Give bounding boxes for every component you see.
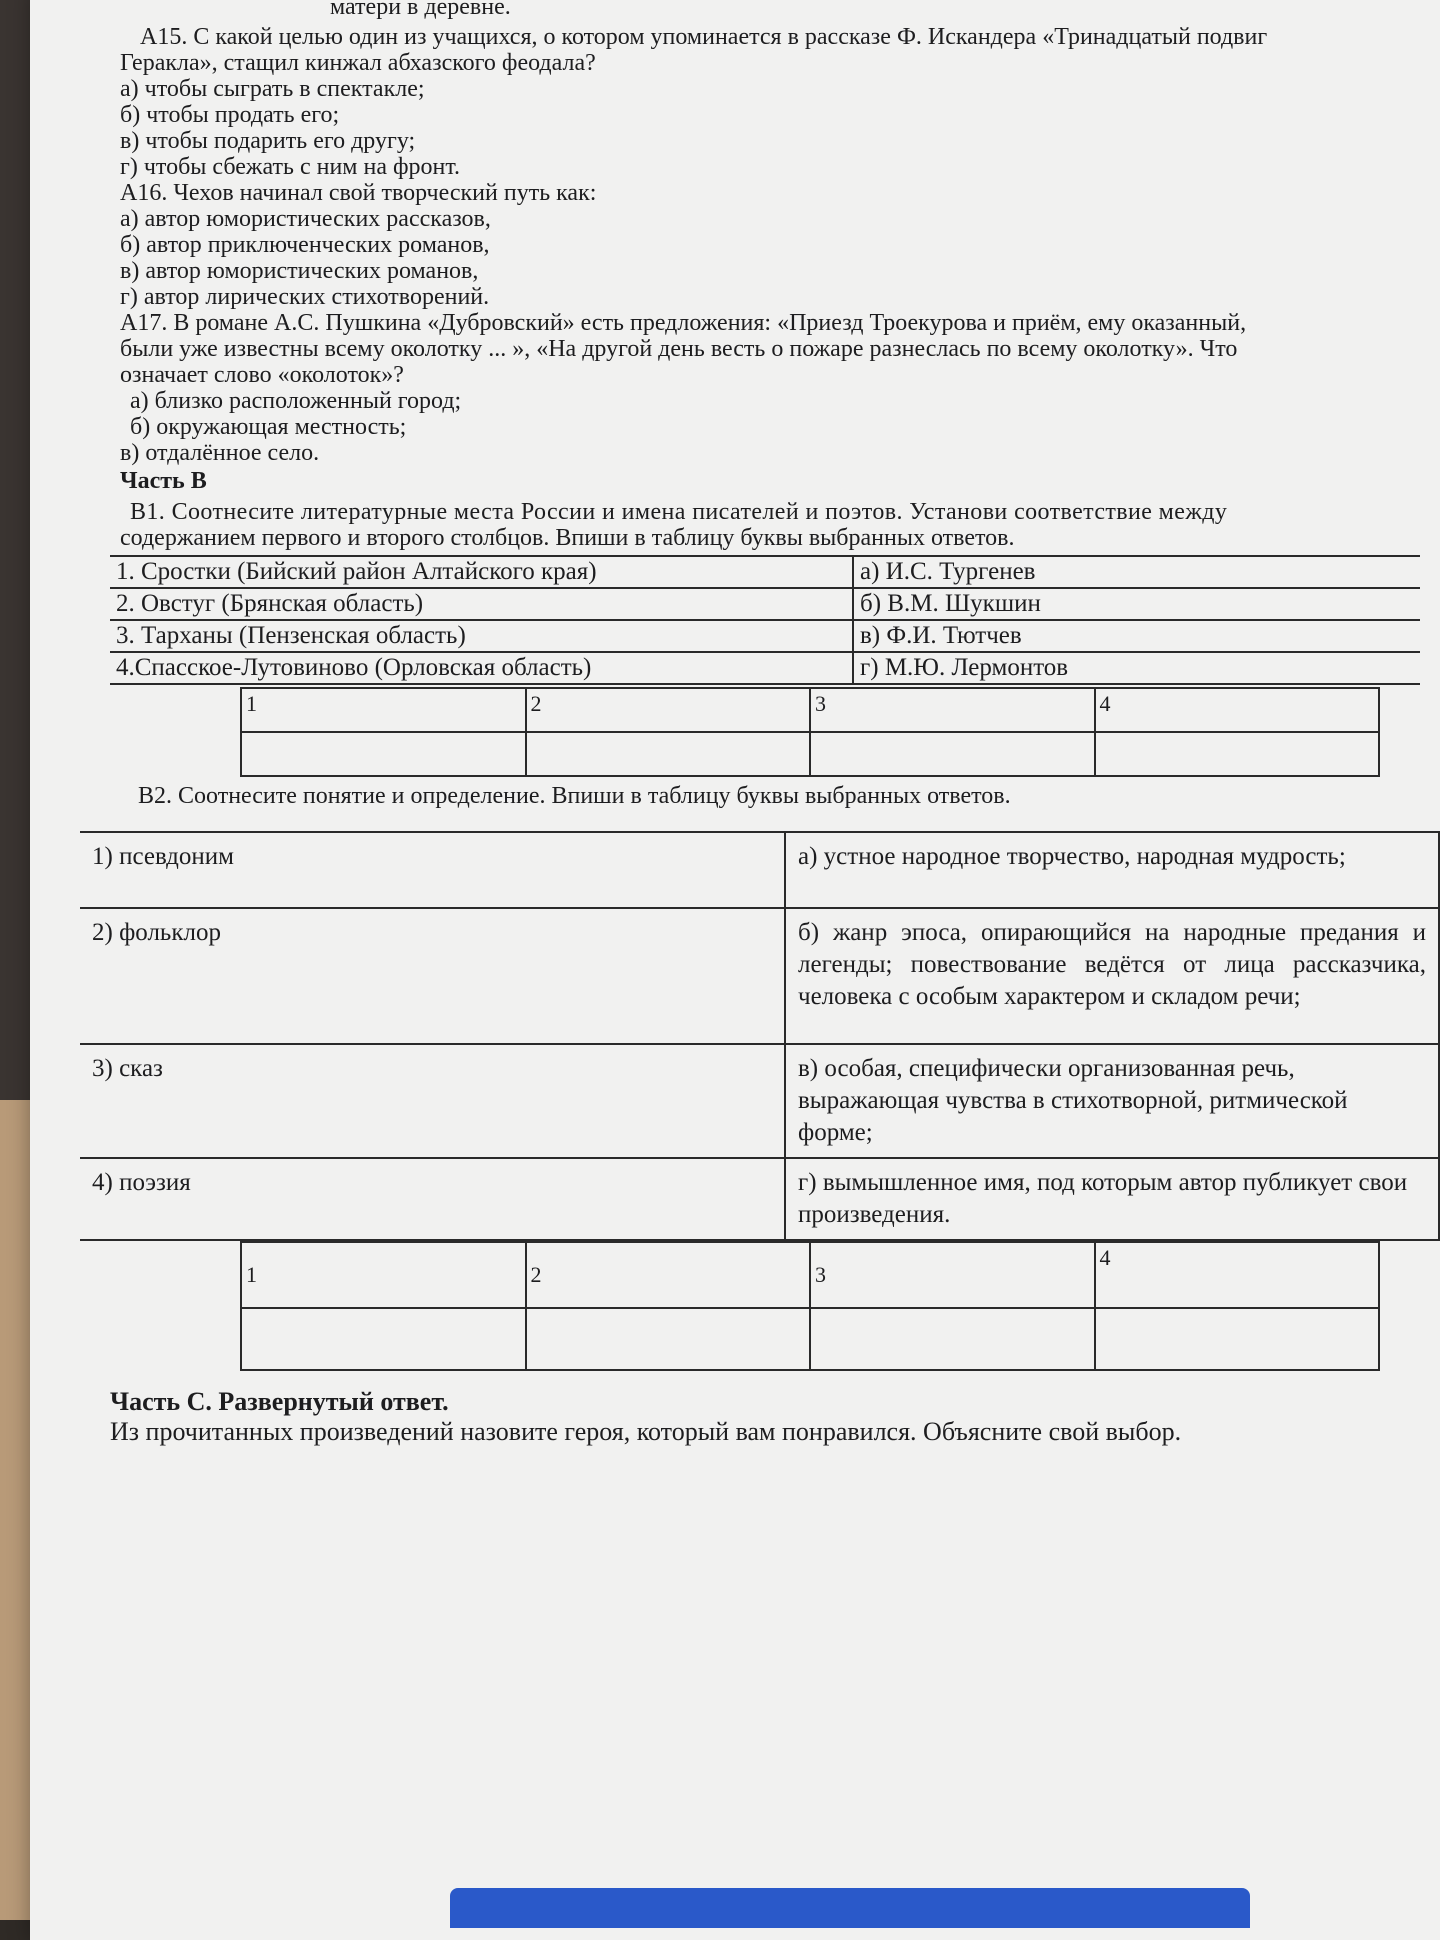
a17-option: а) близко расположенный город; bbox=[130, 388, 462, 414]
answer-input-row bbox=[241, 732, 1379, 776]
question-a16-text: А16. Чехов начинал свой творческий путь как: bbox=[120, 180, 597, 206]
question-a17-line: означает слово «околоток»? bbox=[120, 362, 404, 388]
b1-answer-table bbox=[240, 687, 1380, 777]
b1-place: 2. Овстуг (Брянская область) bbox=[110, 588, 853, 620]
answer-header-cell: 4 bbox=[1095, 1242, 1380, 1308]
table-row bbox=[80, 908, 1439, 1044]
a16-option: в) автор юмористических романов, bbox=[120, 258, 479, 284]
answer-cell[interactable] bbox=[241, 732, 526, 776]
b1-instruction-line: содержанием первого и второго столбцов. Впиши в таблицу буквы выбранных ответов. bbox=[120, 525, 1015, 551]
b1-instruction-line: В1. Соотнесите литературные места России и имена писателей и поэтов. Установи соответствие между bbox=[130, 499, 1228, 525]
table-row bbox=[110, 652, 1420, 684]
question-a17 bbox=[120, 310, 1410, 466]
b2-term: 2) фольклор bbox=[80, 908, 785, 1044]
part-c-title: Часть С. Развернутый ответ. bbox=[110, 1387, 449, 1416]
b2-term: 1) псевдоним bbox=[80, 832, 785, 908]
table-row bbox=[80, 832, 1439, 908]
table-row bbox=[110, 588, 1420, 620]
a16-option: б) автор приключенческих романов, bbox=[120, 232, 490, 258]
a17-option: б) окружающая местность; bbox=[130, 414, 407, 440]
question-a15-text: А15. С какой целью один из учащихся, о котором упоминается в рассказе Ф. Искандера «Тринадцатый подвиг Геракла», стащил кинжал абхазского феодала? bbox=[120, 24, 1268, 76]
a15-option: а) чтобы сыграть в спектакле; bbox=[120, 76, 425, 102]
b1-writer: а) И.С. Тургенев bbox=[853, 556, 1420, 588]
b1-writer: в) Ф.И. Тютчев bbox=[853, 620, 1420, 652]
b2-definition: г) вымышленное имя, под которым автор публикует свои произведения. bbox=[785, 1158, 1439, 1240]
answer-cell[interactable] bbox=[526, 732, 811, 776]
b1-place: 4.Спасское-Лутовиново (Орловская область) bbox=[110, 652, 853, 684]
a16-option: а) автор юмористических рассказов, bbox=[120, 206, 491, 232]
answer-input-row bbox=[241, 1308, 1379, 1370]
b1-place: 1. Сростки (Бийский район Алтайского края) bbox=[110, 556, 853, 588]
b2-definition: б) жанр эпоса, опирающийся на народные предания и легенды; повествование ведётся от лица рассказчика, человека с особым характером и складом речи; bbox=[785, 908, 1439, 1044]
part-c-task: Из прочитанных произведений назовите героя, который вам понравился. Объясните свой выбор. bbox=[110, 1417, 1182, 1446]
answer-header-cell: 1 bbox=[241, 1242, 526, 1308]
answer-cell[interactable] bbox=[1095, 732, 1380, 776]
b2-definition: а) устное народное творчество, народная мудрость; bbox=[785, 832, 1439, 908]
question-a16 bbox=[120, 180, 1410, 310]
answer-header-cell: 3 bbox=[810, 688, 1095, 732]
answer-header-row bbox=[241, 1242, 1379, 1308]
b1-place: 3. Тарханы (Пензенская область) bbox=[110, 620, 853, 652]
b1-writer: г) М.Ю. Лермонтов bbox=[853, 652, 1420, 684]
top-fragment: матери в деревне. bbox=[330, 0, 511, 20]
answer-cell[interactable] bbox=[810, 732, 1095, 776]
b1-instruction bbox=[120, 499, 1410, 551]
b2-term: 3) сказ bbox=[80, 1044, 785, 1158]
table-row bbox=[80, 1158, 1439, 1240]
part-b-title: Часть В bbox=[120, 468, 207, 494]
worksheet-page bbox=[30, 0, 1440, 1940]
question-a17-line: были уже известны всему околотку ... », «На другой день весть о пожаре разнеслась по всему околотку». Что bbox=[120, 336, 1238, 362]
b2-matching-table bbox=[80, 831, 1440, 1241]
blue-folder-edge bbox=[450, 1888, 1250, 1928]
answer-cell[interactable] bbox=[526, 1308, 811, 1370]
answer-header-cell: 4 bbox=[1095, 688, 1380, 732]
a15-option: г) чтобы сбежать с ним на фронт. bbox=[120, 154, 461, 180]
answer-header-cell: 2 bbox=[526, 1242, 811, 1308]
answer-cell[interactable] bbox=[241, 1308, 526, 1370]
answer-header-cell: 3 bbox=[810, 1242, 1095, 1308]
answer-header-row bbox=[241, 688, 1379, 732]
answer-header-cell: 1 bbox=[241, 688, 526, 732]
a15-option: в) чтобы подарить его другу; bbox=[120, 128, 416, 154]
table-row bbox=[80, 1044, 1439, 1158]
part-c bbox=[110, 1387, 1410, 1447]
table-row bbox=[110, 556, 1420, 588]
a17-option: в) отдалённое село. bbox=[120, 440, 320, 466]
answer-header-cell: 2 bbox=[526, 688, 811, 732]
a15-option: б) чтобы продать его; bbox=[120, 102, 340, 128]
a16-option: г) автор лирических стихотворений. bbox=[120, 284, 490, 310]
answer-cell[interactable] bbox=[810, 1308, 1095, 1370]
question-a17-line: А17. В романе А.С. Пушкина «Дубровский» есть предложения: «Приезд Троекурова и приём, ему оказанный, bbox=[120, 310, 1247, 336]
b2-definition: в) особая, специфически организованная речь, выражающая чувства в стихотворной, ритмической форме; bbox=[785, 1044, 1439, 1158]
table-row bbox=[110, 620, 1420, 652]
b1-matching-table bbox=[110, 555, 1420, 685]
b1-writer: б) В.М. Шукшин bbox=[853, 588, 1420, 620]
b2-answer-table bbox=[240, 1241, 1380, 1371]
b2-term: 4) поэзия bbox=[80, 1158, 785, 1240]
answer-cell[interactable] bbox=[1095, 1308, 1380, 1370]
question-a15 bbox=[120, 24, 1340, 180]
b2-instruction: В2. Соотнесите понятие и определение. Впиши в таблицу буквы выбранных ответов. bbox=[138, 783, 1011, 809]
